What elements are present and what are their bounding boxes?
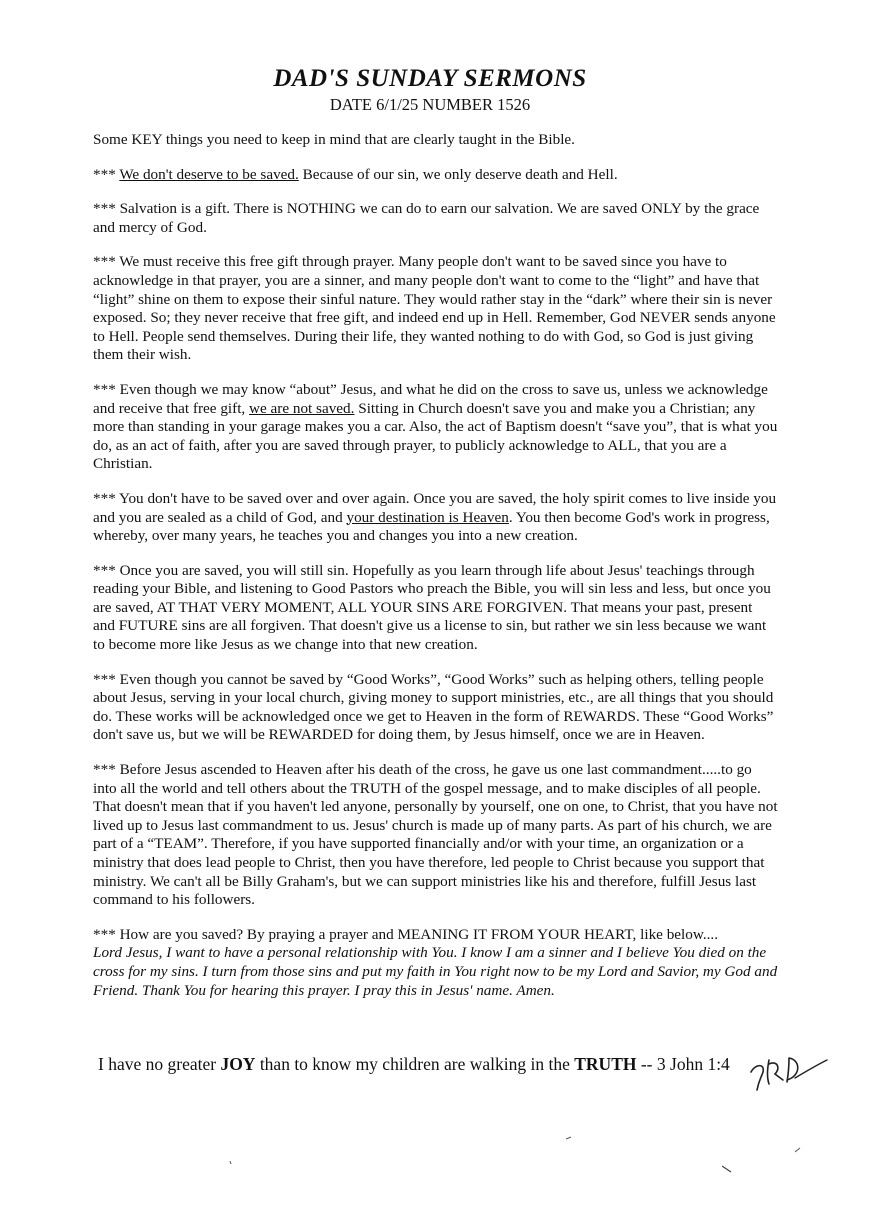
point-text: *** Even though we may know “about” Jesus, and what he did on the cross to save us, unless we acknowledge and receive that free gift, (93, 380, 768, 417)
scan-speck (229, 1161, 233, 1165)
verse-reference: -- 3 John 1:4 (636, 1054, 730, 1074)
point-text: *** How are you saved? By praying a prayer and MEANING IT FROM YOUR HEART, like below.... (93, 925, 719, 943)
point-prefix: *** (93, 165, 120, 183)
point-last-commandment: *** Before Jesus ascended to Heaven after his death of the cross, he gave us one last commandment.....to go into all the world and tell others about the TRUTH of the gospel message, and to make disciples of all people. That doesn't mean that if you haven't led anyone, personally by yourself, one on one, to Christ, that you have not lived up to Jesus last commandment to us. Jesus' church is made up of many parts. As part of his church, we are part of a “TEAM”. Therefore, if you have supported financially and/or with your time, an organization or a ministry that does lead people to Christ, then you have therefore, led people to Christ because you support that ministry. We can't all be Billy Graham's, but we can support ministries like his and therefore, fulfill Jesus last command to his followers. (93, 761, 778, 909)
scan-speck (722, 1165, 732, 1173)
closing-verse (98, 1053, 730, 1075)
closing-text: than to know my children are walking in the (255, 1054, 575, 1074)
scan-speck (566, 1136, 572, 1140)
point-text: Because of our sin, we only deserve death and Hell. (298, 165, 618, 183)
page-title: DAD'S SUNDAY SERMONS (273, 65, 587, 92)
point-text: Sitting in Church doesn't save you and make you a Christian; any more than standing in your garage makes you a car. Also, the act of Baptism doesn't “save you”, that is what you do, as an act of faith, after you are saved through prayer, to publicly acknowledge to ALL, that you are a Christian. (93, 399, 778, 473)
point-text: . You then become God's work in progress, whereby, over many years, he teaches you and changes you into a new creation. (93, 508, 770, 545)
underlined-phrase: We don't deserve to be saved. (119, 165, 299, 183)
closing-text: I have no greater (98, 1054, 221, 1074)
date-number-line: DATE 6/1/25 NUMBER 1526 (329, 95, 531, 114)
scan-speck (795, 1147, 801, 1153)
handwritten-signature (745, 1050, 835, 1095)
truth-word: TRUTH (574, 1054, 637, 1074)
point-how-saved (93, 926, 778, 1000)
point-salvation-gift: *** Salvation is a gift. There is NOTHING we can do to earn our salvation. We are saved ONLY by the grace and mercy of God. (93, 200, 760, 236)
point-know-about-jesus (93, 381, 778, 474)
intro-paragraph: Some KEY things you need to keep in mind that are clearly taught in the Bible. (93, 131, 575, 148)
point-not-deserve (93, 166, 778, 185)
point-still-sin: *** Once you are saved, you will still sin. Hopefully as you learn through life about Jesus' teachings through reading your Bible, and listening to Good Pastors who preach the Bible, you will sin less and less, but once you are saved, AT THAT VERY MOMENT, ALL YOUR SINS ARE FORGIVEN. That means your past, present and FUTURE sins are all forgiven. That doesn't give us a license to sin, but rather we sin less because we want to become more like Jesus as we change into that new creation. (93, 561, 771, 654)
point-text: *** You don't have to be saved over and over again. Once you are saved, the holy spirit comes to live inside you and you are sealed as a child of God, and (93, 489, 777, 526)
page-header (0, 64, 860, 116)
salvation-prayer: Lord Jesus, I want to have a personal relationship with You. I know I am a sinner and I believe You died on the cross for my sins. I turn from those sins and put my faith in You right now to be my Lord and Savior, my God and Friend. Thank You for hearing this prayer. I pray this in Jesus' name. Amen. (93, 944, 778, 999)
joy-word: JOY (220, 1054, 256, 1074)
point-receive-gift: *** We must receive this free gift through prayer. Many people don't want to be saved since you have to acknowledge in that prayer, you are a sinner, and many people don't want to come to the “light” and have that “light” shine on them to expose their sinful nature. They would rather stay in the “dark” where their sin is never exposed. So; they never receive that free gift, and indeed end up in Hell. Remember, God NEVER sends anyone to Hell. People send themselves. During their life, they wanted nothing to do with God, so God is just giving them their wish. (93, 253, 776, 364)
underlined-phrase: we are not saved. (249, 399, 355, 417)
point-saved-once (93, 490, 778, 546)
underlined-phrase: your destination is Heaven (346, 508, 509, 526)
point-good-works: *** Even though you cannot be saved by “Good Works”, “Good Works” such as helping others, telling people about Jesus, serving in your local church, giving money to support ministries, etc., are all things that you should do. These works will be acknowledged once we get to Heaven in the form of REWARDS. These “Good Works” don't save us, but we will be REWARDED for doing them, by Jesus himself, once we are in Heaven. (93, 670, 774, 744)
sermon-body (93, 131, 778, 1016)
